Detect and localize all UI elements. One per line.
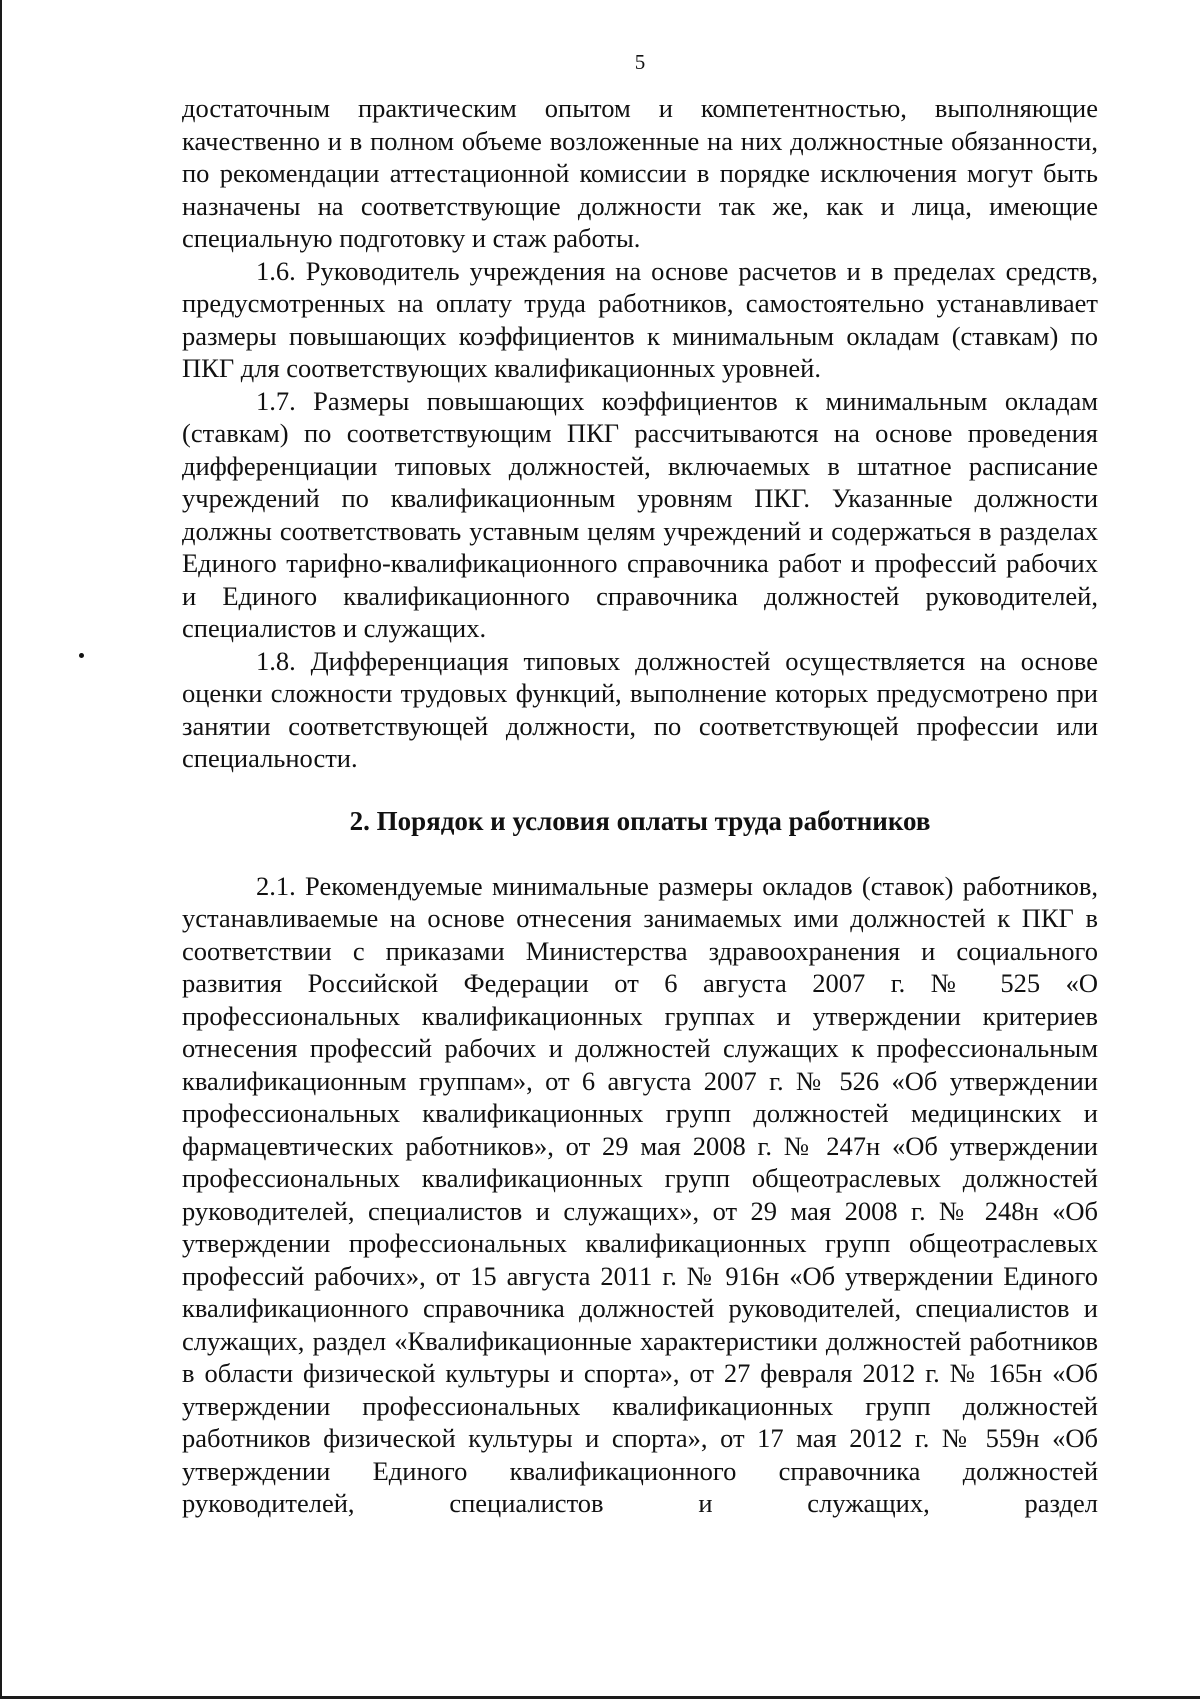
- scan-edge-left: [0, 0, 2, 1699]
- document-body: [182, 92, 1098, 1520]
- scan-speck: [79, 653, 84, 658]
- section-2-title: 2. Порядок и условия оплаты труда работников: [349, 805, 931, 836]
- paragraph-2-1: 2.1. Рекомендуемые минимальные размеры окладов (ставок) работников, устанавливаемые на основе отнесения занимаемых ими должностей к ПКГ в соответствии с приказами Министерства здравоохранения и социального развития Российской Федерации от 6 августа 2007 г. № 525 «О профессиональных квалификационных группах и утверждении критериев отнесения профессий рабочих и должностей служащих к профессиональным квалификационным группам», от 6 августа 2007 г. № 526 «Об утверждении профессиональных квалификационных групп должностей медицинских и фармацевтических работников», от 29 мая 2008 г. № 247н «Об утверждении профессиональных квалификационных групп общеотраслевых должностей руководителей, специалистов и служащих», от 29 мая 2008 г. № 248н «Об утверждении профессиональных квалификационных групп общеотраслевых профессий рабочих», от 15 августа 2011 г. № 916н «Об утверждении Единого квалификационного справочника должностей руководителей, специалистов и служащих, раздел «Квалификационные характеристики должностей работников в области физической культуры и спорта», от 27 февраля 2012 г. № 165н «Об утверждении профессиональных квалификационных групп должностей работников физической культуры и спорта», от 17 мая 2012 г. № 559н «Об утверждении Единого квалификационного справочника должностей руководителей, специалистов и служащих, раздел: [182, 870, 1098, 1518]
- paragraph-intro: достаточным практическим опытом и компетентностью, выполняющие качественно и в полном объеме возложенные на них должностные обязанности, по рекомендации аттестационной комиссии в порядке исключения могут быть назначены на соответствующие должности так же, как и лица, имеющие специальную подготовку и стаж работы.: [182, 93, 1098, 253]
- paragraph-1-7: 1.7. Размеры повышающих коэффициентов к минимальным окладам (ставкам) по соответствующим ПКГ рассчитываются на основе проведения дифференциации типовых должностей, включаемых в штатное расписание учреждений по квалификационным уровням ПКГ. Указанные должности должны соответствовать уставным целям учреждений и содержаться в разделах Единого тарифно-квалификационного справочника работ и профессий рабочих и Единого квалификационного справочника должностей руководителей, специалистов и служащих.: [182, 385, 1098, 643]
- paragraph-1-6: 1.6. Руководитель учреждения на основе расчетов и в пределах средств, предусмотренных на оплату труда работников, самостоятельно устанавливает размеры повышающих коэффициентов к минимальным окладам (ставкам) по ПКГ для соответствующих квалификационных уровней.: [182, 255, 1098, 383]
- paragraph-1-8: 1.8. Дифференциация типовых должностей осуществляется на основе оценки сложности трудовых функций, выполнение которых предусмотрено при занятии соответствующей должности, по соответствующей профессии или специальности.: [182, 645, 1098, 773]
- page-number: 5: [634, 50, 646, 74]
